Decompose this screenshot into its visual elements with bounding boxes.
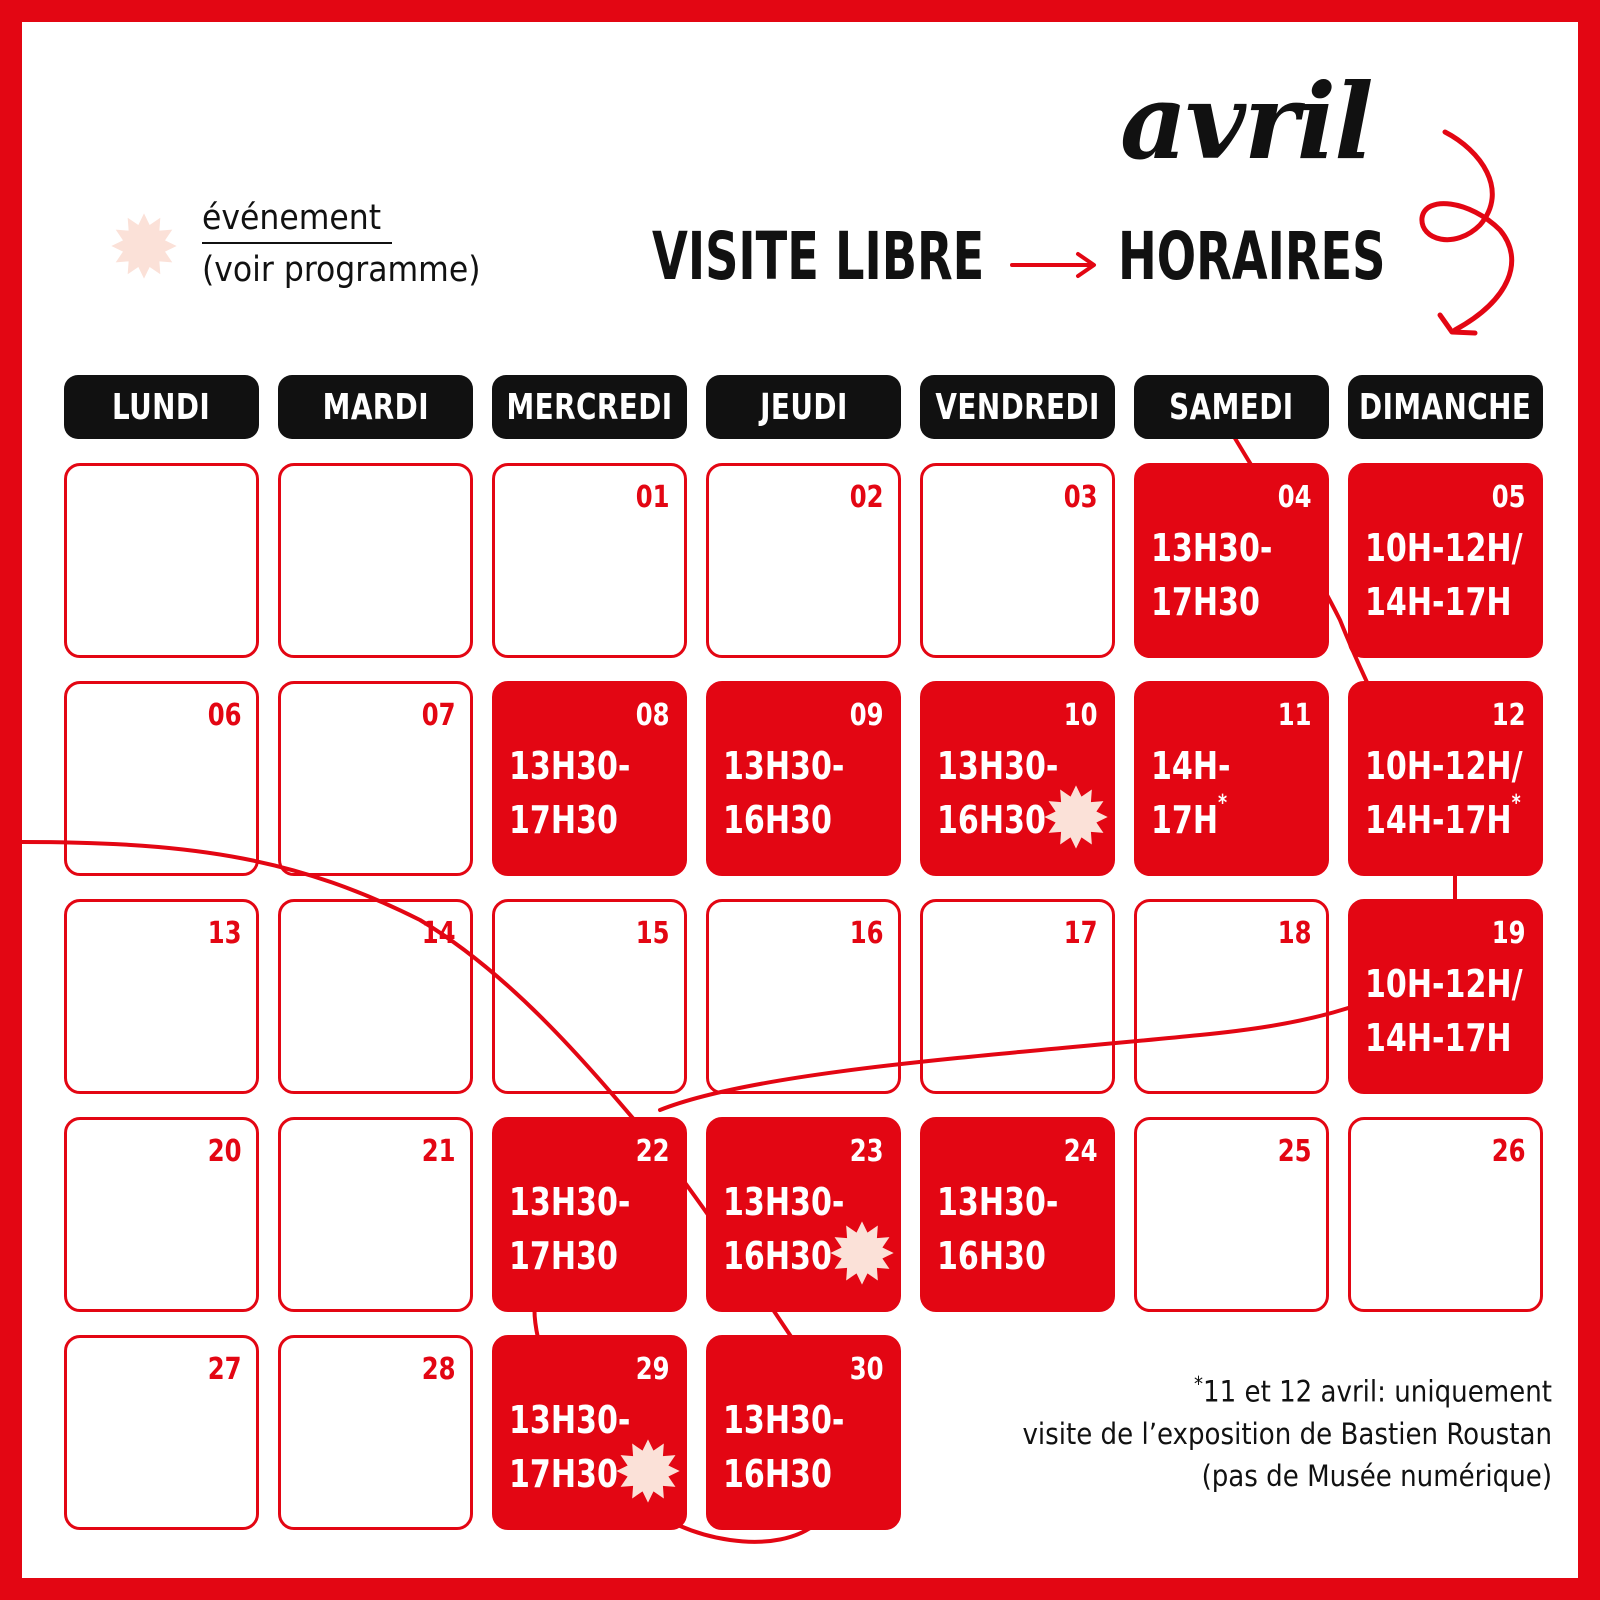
day-number: 29 <box>636 1352 670 1387</box>
day-cell-03 <box>920 463 1115 658</box>
day-cell-25 <box>1134 1117 1329 1312</box>
hours-line: 14H-17H <box>1365 798 1512 842</box>
day-number: 01 <box>636 480 670 515</box>
hours-line: 14H- <box>1151 744 1231 788</box>
weekday-header-dimanche <box>1348 375 1543 439</box>
day-number: 25 <box>1278 1134 1312 1169</box>
day-number: 09 <box>850 698 884 733</box>
hours-line: 13H30- <box>509 744 631 788</box>
opening-hours <box>723 1175 844 1283</box>
hours-line: 17H30 <box>1151 580 1260 624</box>
hours-line: 13H30- <box>1151 526 1273 570</box>
footnote-line-3: (pas de Musée numérique) <box>1201 1458 1552 1493</box>
legend <box>202 198 481 291</box>
hours-line: 13H30- <box>723 1180 845 1224</box>
opening-hours <box>1365 957 1523 1065</box>
headline-visite-libre: VISITE LIBRE <box>652 218 985 295</box>
weekday-label: VENDREDI <box>935 386 1100 428</box>
day-number: 20 <box>208 1134 242 1169</box>
day-cell-11 <box>1134 681 1329 876</box>
opening-hours <box>509 1175 630 1283</box>
opening-hours <box>1151 739 1231 847</box>
weekday-label: DIMANCHE <box>1359 386 1532 428</box>
day-number: 13 <box>208 916 242 951</box>
event-star-icon <box>829 1220 895 1286</box>
hours-line: 16H30 <box>937 798 1046 842</box>
asterisk-marker: * <box>1218 791 1228 816</box>
day-number: 30 <box>850 1352 884 1387</box>
hours-line: 13H30- <box>723 1398 845 1442</box>
day-cell-13 <box>64 899 259 1094</box>
day-cell-30 <box>706 1335 901 1530</box>
hours-line: 14H-17H <box>1365 1016 1512 1060</box>
opening-hours <box>723 1393 844 1501</box>
hours-line: 16H30 <box>937 1234 1046 1278</box>
day-cell-21 <box>278 1117 473 1312</box>
day-number: 14 <box>422 916 456 951</box>
opening-hours <box>1151 521 1272 629</box>
footnote-marker: * <box>1194 1372 1204 1396</box>
day-cell-17 <box>920 899 1115 1094</box>
day-cell-24 <box>920 1117 1115 1312</box>
asterisk-marker: * <box>1511 791 1521 816</box>
day-cell-29 <box>492 1335 687 1530</box>
day-number: 15 <box>636 916 670 951</box>
hours-line: 13H30- <box>509 1180 631 1224</box>
day-number: 21 <box>422 1134 456 1169</box>
day-cell-20 <box>64 1117 259 1312</box>
weekday-header-vendredi <box>920 375 1115 439</box>
opening-hours <box>937 739 1058 847</box>
day-cell-12 <box>1348 681 1543 876</box>
opening-hours <box>723 739 844 847</box>
day-number: 12 <box>1492 698 1526 733</box>
event-star-icon <box>615 1438 681 1504</box>
hours-line: 16H30 <box>723 1234 832 1278</box>
footnote-line-1: 11 et 12 avril: uniquement <box>1203 1374 1552 1409</box>
weekday-label: MARDI <box>322 386 429 428</box>
opening-hours <box>1365 739 1523 847</box>
weekday-label: SAMEDI <box>1169 386 1294 428</box>
day-cell-22 <box>492 1117 687 1312</box>
opening-hours <box>937 1175 1058 1283</box>
day-number: 28 <box>422 1352 456 1387</box>
opening-hours <box>1365 521 1523 629</box>
hours-line: 17H30 <box>509 798 618 842</box>
day-cell-09 <box>706 681 901 876</box>
day-number: 04 <box>1278 480 1312 515</box>
day-number: 16 <box>850 916 884 951</box>
day-cell-10 <box>920 681 1115 876</box>
day-number: 10 <box>1064 698 1098 733</box>
hours-line: 10H-12H/ <box>1365 526 1523 570</box>
footnote <box>1022 1363 1552 1497</box>
day-number: 06 <box>208 698 242 733</box>
hours-line: 13H30- <box>723 744 845 788</box>
day-cell-05 <box>1348 463 1543 658</box>
day-cell-19 <box>1348 899 1543 1094</box>
day-number: 27 <box>208 1352 242 1387</box>
weekday-header-mercredi <box>492 375 687 439</box>
weekday-label: LUNDI <box>112 386 211 428</box>
day-cell-15 <box>492 899 687 1094</box>
day-number: 08 <box>636 698 670 733</box>
day-cell-27 <box>64 1335 259 1530</box>
day-number: 17 <box>1064 916 1098 951</box>
weekday-header-mardi <box>278 375 473 439</box>
day-cell-26 <box>1348 1117 1543 1312</box>
day-number: 18 <box>1278 916 1312 951</box>
day-cell-16 <box>706 899 901 1094</box>
month-title: avril <box>1120 60 1372 183</box>
day-number: 05 <box>1492 480 1526 515</box>
event-star-icon <box>110 212 178 280</box>
footnote-line-2: visite de l’exposition de Bastien Roustan <box>1022 1416 1552 1451</box>
arrow-right-icon <box>1010 250 1100 280</box>
day-number: 19 <box>1492 916 1526 951</box>
day-cell-04 <box>1134 463 1329 658</box>
weekday-label: JEUDI <box>759 386 848 428</box>
hours-line: 13H30- <box>937 1180 1059 1224</box>
headline-horaires: HORAIRES <box>1118 218 1386 295</box>
day-cell-06 <box>64 681 259 876</box>
event-star-icon <box>1043 784 1109 850</box>
weekday-header-lundi <box>64 375 259 439</box>
hours-line: 13H30- <box>937 744 1059 788</box>
legend-label: événement <box>202 198 392 244</box>
hours-line: 17H30 <box>509 1234 618 1278</box>
day-cell-14 <box>278 899 473 1094</box>
hours-line: 16H30 <box>723 1452 832 1496</box>
day-number: 23 <box>850 1134 884 1169</box>
weekday-label: MERCREDI <box>506 386 673 428</box>
day-number: 26 <box>1492 1134 1526 1169</box>
weekday-header-jeudi <box>706 375 901 439</box>
day-number: 07 <box>422 698 456 733</box>
day-cell-18 <box>1134 899 1329 1094</box>
hours-line: 17H30 <box>509 1452 618 1496</box>
opening-hours <box>509 739 630 847</box>
day-number: 24 <box>1064 1134 1098 1169</box>
day-cell-07 <box>278 681 473 876</box>
day-number: 03 <box>1064 480 1098 515</box>
hours-line: 13H30- <box>509 1398 631 1442</box>
hours-line: 10H-12H/ <box>1365 962 1523 1006</box>
hours-line: 16H30 <box>723 798 832 842</box>
day-cell-08 <box>492 681 687 876</box>
hours-line: 14H-17H <box>1365 580 1512 624</box>
day-number: 11 <box>1278 698 1312 733</box>
legend-sublabel: (voir programme) <box>202 250 481 291</box>
hours-line: 10H-12H/ <box>1365 744 1523 788</box>
day-cell-blank <box>64 463 259 658</box>
opening-hours <box>509 1393 630 1501</box>
day-cell-28 <box>278 1335 473 1530</box>
hours-line: 17H <box>1151 798 1219 842</box>
day-number: 02 <box>850 480 884 515</box>
day-cell-01 <box>492 463 687 658</box>
day-cell-23 <box>706 1117 901 1312</box>
day-cell-blank <box>278 463 473 658</box>
weekday-header-samedi <box>1134 375 1329 439</box>
day-cell-02 <box>706 463 901 658</box>
day-number: 22 <box>636 1134 670 1169</box>
